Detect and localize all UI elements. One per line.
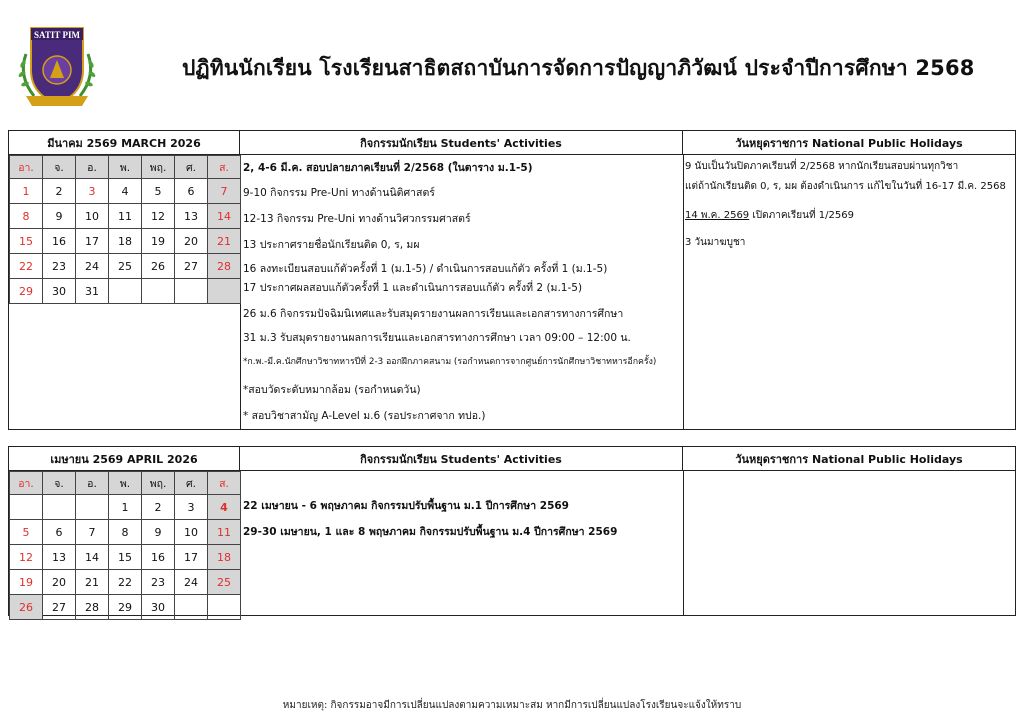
april-calendar — [9, 471, 241, 620]
day-header-tue: อ. — [76, 472, 109, 495]
day-header-thu: พฤ. — [142, 156, 175, 179]
calendar-day: 10 — [76, 204, 109, 229]
calendar-week — [10, 545, 241, 570]
calendar-day: 21 — [76, 570, 109, 595]
calendar-day — [175, 279, 208, 304]
calendar-day: 16 — [142, 545, 175, 570]
day-header-wed: พ. — [109, 472, 142, 495]
logo-text: SATIT PIM — [34, 30, 80, 40]
calendar-day: 17 — [76, 229, 109, 254]
activity-item: 13 ประกาศรายชื่อนักเรียนติด 0, ร, มผ — [243, 239, 420, 251]
calendar-day: 9 — [43, 204, 76, 229]
calendar-day: 8 — [10, 204, 43, 229]
calendar-day: 12 — [10, 545, 43, 570]
calendar-day: 5 — [142, 179, 175, 204]
day-header-fri: ศ. — [175, 156, 208, 179]
calendar-day: 20 — [43, 570, 76, 595]
calendar-day — [142, 279, 175, 304]
activity-item: * สอบวิชาสามัญ A-Level ม.6 (รอประกาศจาก ทปอ.) — [243, 410, 486, 422]
activity-item: 31 ม.3 รับสมุดรายงานผลการเรียนและเอกสารทางการศึกษา เวลา 09:00 – 12:00 น. — [243, 332, 631, 344]
calendar-day: 29 — [10, 279, 43, 304]
calendar-day: 3 — [175, 495, 208, 520]
calendar-day — [208, 279, 241, 304]
day-header-wed: พ. — [109, 156, 142, 179]
calendar-day: 27 — [43, 595, 76, 620]
calendar-day: 28 — [76, 595, 109, 620]
calendar-day: 30 — [43, 279, 76, 304]
calendar-day: 27 — [175, 254, 208, 279]
column-divider — [683, 155, 684, 429]
calendar-day: 14 — [76, 545, 109, 570]
calendar-day: 3 — [76, 179, 109, 204]
calendar-day: 1 — [109, 495, 142, 520]
activity-item: 26 ม.6 กิจกรรมปัจฉิมนิเทศและรับสมุดรายงานผลการเรียนและเอกสารทางการศึกษา — [243, 308, 624, 320]
day-header-sun: อา. — [10, 156, 43, 179]
calendar-day: 5 — [10, 520, 43, 545]
day-header-sat: ส. — [208, 472, 241, 495]
calendar-week — [10, 595, 241, 620]
calendar-day: 8 — [109, 520, 142, 545]
calendar-day: 17 — [175, 545, 208, 570]
calendar-day — [208, 595, 241, 620]
march-calendar — [9, 155, 241, 304]
calendar-day: 1 — [10, 179, 43, 204]
calendar-day: 9 — [142, 520, 175, 545]
calendar-day: 4 — [208, 495, 241, 520]
calendar-day: 7 — [76, 520, 109, 545]
day-header-tue: อ. — [76, 156, 109, 179]
calendar-week — [10, 570, 241, 595]
holiday-item: 9 นับเป็นวันปิดภาคเรียนที่ 2/2568 หากนักเรียนสอบผ่านทุกวิชา — [685, 161, 959, 172]
calendar-day: 19 — [142, 229, 175, 254]
activity-item: 9-10 กิจกรรม Pre-Uni ทางด้านนิติศาสตร์ — [243, 187, 435, 199]
april-activities-header: กิจกรรมนักเรียน Students' Activities — [240, 447, 683, 471]
calendar-day: 24 — [175, 570, 208, 595]
calendar-day — [43, 495, 76, 520]
march-holidays-header: วันหยุดราชการ National Public Holidays — [683, 131, 1015, 155]
calendar-week — [10, 279, 241, 304]
april-month-title: เมษายน 2569 APRIL 2026 — [9, 447, 240, 471]
holiday-item: 3 วันมาฆบูชา — [685, 237, 746, 248]
activity-item: 29-30 เมษายน, 1 และ 8 พฤษภาคม กิจกรรมปรับพื้นฐาน ม.4 ปีการศึกษา 2569 — [243, 526, 618, 538]
calendar-week — [10, 254, 241, 279]
calendar-day: 24 — [76, 254, 109, 279]
calendar-day — [109, 279, 142, 304]
calendar-day — [175, 595, 208, 620]
march-activities-header: กิจกรรมนักเรียน Students' Activities — [240, 131, 683, 155]
calendar-week — [10, 179, 241, 204]
holiday-description: เปิดภาคเรียนที่ 1/2569 — [749, 210, 854, 221]
calendar-day: 22 — [10, 254, 43, 279]
calendar-day: 13 — [43, 545, 76, 570]
calendar-day: 20 — [175, 229, 208, 254]
calendar-day: 23 — [43, 254, 76, 279]
calendar-day: 23 — [142, 570, 175, 595]
day-header-mon: จ. — [43, 472, 76, 495]
calendar-day: 22 — [109, 570, 142, 595]
calendar-day: 10 — [175, 520, 208, 545]
page-title: ปฏิทินนักเรียน โรงเรียนสาธิตสถาบันการจัดการปัญญาภิวัฒน์ ประจำปีการศึกษา 2568 — [182, 56, 975, 80]
activity-item: 12-13 กิจกรรม Pre-Uni ทางด้านวิศวกรรมศาสตร์ — [243, 213, 471, 225]
calendar-day: 14 — [208, 204, 241, 229]
footer-note: หมายเหตุ: กิจกรรมอาจมีการเปลี่ยนแปลงตามความเหมาะสม หากมีการเปลี่ยนแปลงโรงเรียนจะแจ้งให้ทราบ — [282, 700, 742, 711]
calendar-week — [10, 204, 241, 229]
calendar-day: 11 — [208, 520, 241, 545]
calendar-day: 2 — [43, 179, 76, 204]
calendar-day: 6 — [175, 179, 208, 204]
calendar-day: 6 — [43, 520, 76, 545]
calendar-week — [10, 229, 241, 254]
calendar-day: 26 — [142, 254, 175, 279]
calendar-day: 26 — [10, 595, 43, 620]
april-section — [8, 446, 1016, 616]
activity-item: 16 ลงทะเบียนสอบแก้ตัวครั้งที่ 1 (ม.1-5) / ดำเนินการสอบแก้ตัว ครั้งที่ 1 (ม.1-5) — [243, 263, 608, 275]
calendar-day: 19 — [10, 570, 43, 595]
march-month-title: มีนาคม 2569 MARCH 2026 — [9, 131, 240, 155]
school-logo — [16, 24, 98, 110]
calendar-day: 25 — [109, 254, 142, 279]
holiday-item — [685, 208, 854, 223]
calendar-day — [76, 495, 109, 520]
day-header-fri: ศ. — [175, 472, 208, 495]
day-header-sat: ส. — [208, 156, 241, 179]
day-header-thu: พฤ. — [142, 472, 175, 495]
calendar-day: 11 — [109, 204, 142, 229]
calendar-day: 7 — [208, 179, 241, 204]
calendar-day: 13 — [175, 204, 208, 229]
calendar-day: 15 — [10, 229, 43, 254]
day-header-sun: อา. — [10, 472, 43, 495]
calendar-day — [10, 495, 43, 520]
calendar-day: 15 — [109, 545, 142, 570]
activity-item: 2, 4-6 มี.ค. สอบปลายภาคเรียนที่ 2/2568 (ในตาราง ม.1-5) — [243, 162, 533, 174]
calendar-day: 30 — [142, 595, 175, 620]
calendar-day: 31 — [76, 279, 109, 304]
holiday-item: แต่ถ้านักเรียนติด 0, ร, มผ ต้องดำเนินการ แก้ไขในวันที่ 16-17 มี.ค. 2568 — [685, 181, 1006, 192]
calendar-day: 18 — [208, 545, 241, 570]
activity-item: 22 เมษายน - 6 พฤษภาคม กิจกรรมปรับพื้นฐาน ม.1 ปีการศึกษา 2569 — [243, 500, 569, 512]
calendar-day: 21 — [208, 229, 241, 254]
calendar-day: 28 — [208, 254, 241, 279]
holiday-date-underlined: 14 พ.ค. 2569 — [685, 210, 750, 221]
day-header-row — [10, 156, 241, 179]
calendar-day: 16 — [43, 229, 76, 254]
calendar-week — [10, 495, 241, 520]
column-divider — [683, 471, 684, 615]
calendar-day: 25 — [208, 570, 241, 595]
activity-item: *สอบวัดระดับหมากล้อม (รอกำหนดวัน) — [243, 384, 421, 396]
calendar-week — [10, 520, 241, 545]
calendar-day: 12 — [142, 204, 175, 229]
calendar-day: 29 — [109, 595, 142, 620]
day-header-row — [10, 472, 241, 495]
calendar-day: 2 — [142, 495, 175, 520]
calendar-day: 4 — [109, 179, 142, 204]
calendar-day: 18 — [109, 229, 142, 254]
activity-item: *ก.พ.-มี.ค.นักศึกษาวิชาทหารปีที่ 2-3 ออกฝึกภาคสนาม (รอกำหนดการจากศูนย์การนักศึกษาวิชาทหารอีกครั้ง) — [243, 357, 657, 367]
april-holidays-header: วันหยุดราชการ National Public Holidays — [683, 447, 1015, 471]
day-header-mon: จ. — [43, 156, 76, 179]
march-section — [8, 130, 1016, 430]
activity-item: 17 ประกาศผลสอบแก้ตัวครั้งที่ 1 และดำเนินการสอบแก้ตัว ครั้งที่ 2 (ม.1-5) — [243, 282, 583, 294]
